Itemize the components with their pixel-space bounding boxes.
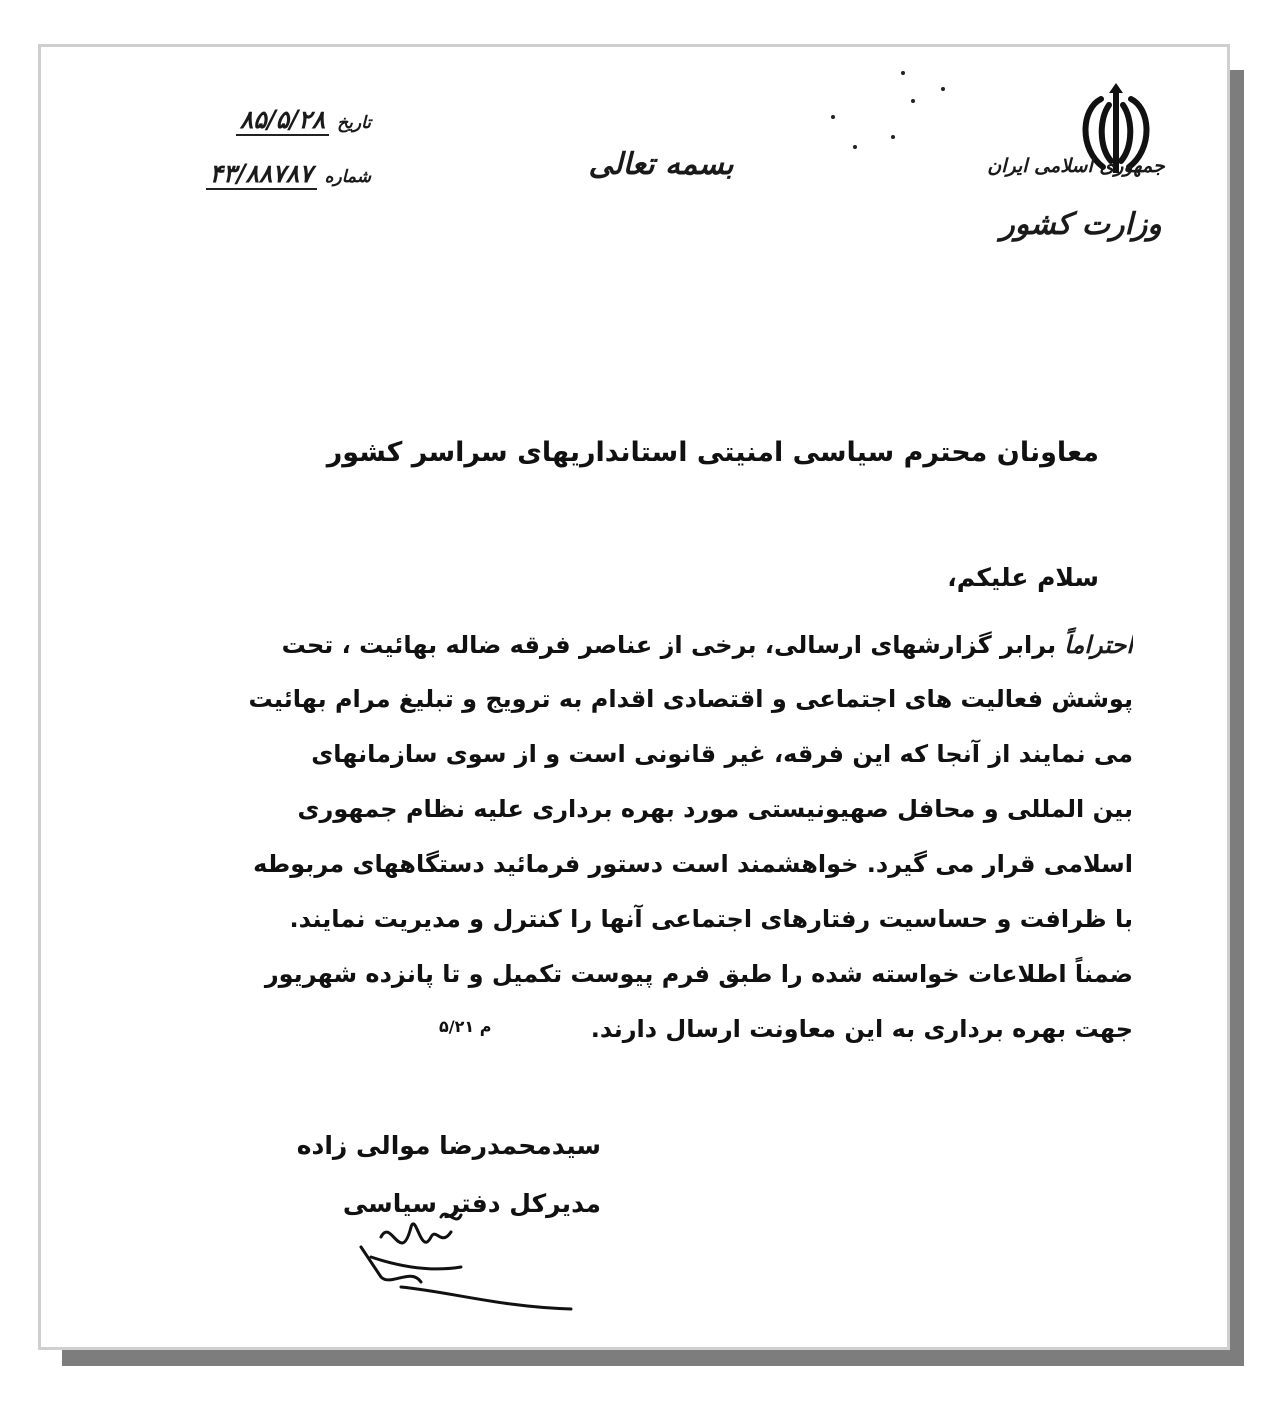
scan-speck	[853, 145, 857, 149]
scan-speck	[831, 115, 835, 119]
body-line: ضمناً اطلاعات خواسته شده را طبق فرم پیوست تکمیل و تا پانزده شهریور	[264, 960, 1133, 988]
scan-speck	[941, 87, 945, 91]
number-value: ۴۳/۸۸۷۸۷	[206, 159, 317, 190]
body-line-text: برابر گزارشهای ارسالی، برخی از عناصر فرقه ضاله بهائیت ، تحت	[281, 631, 1057, 659]
body-line: پوشش فعالیت های اجتماعی و اقتصادی اقدام به ترویج و تبلیغ مرام بهائیت	[248, 685, 1133, 713]
scan-speck	[901, 71, 905, 75]
body-line: بین المللی و محافل صهیونیستی مورد بهره برداری علیه نظام جمهوری	[297, 795, 1133, 823]
addressee-line: معاونان محترم سیاسی امنیتی استانداریهای سراسر کشور	[326, 437, 1099, 468]
number-field	[91, 159, 371, 190]
body-line: جهت بهره برداری به این معاونت ارسال دارند.	[590, 1015, 1133, 1043]
signatory-name: سیدمحمدرضا موالی زاده	[296, 1131, 601, 1160]
salutation: سلام علیکم،	[947, 563, 1099, 592]
date-value: ۸۵/۵/۲۸	[236, 105, 329, 136]
body-line: اسلامی قرار می گیرد. خواهشمند است دستور فرمائید دستگاههای مربوطه	[253, 850, 1133, 878]
body-line: با ظرافت و حساسیت رفتارهای اجتماعی آنها را کنترل و مدیریت نمایند.	[289, 905, 1133, 933]
body-line: می نمایند از آنجا که این فرقه، غیر قانونی است و از سوی سازمانهای	[311, 740, 1133, 768]
body-line	[213, 617, 1133, 672]
ministry-name: وزارت کشور	[1000, 207, 1162, 242]
reference-note: م ۵/۲۱	[439, 1017, 492, 1036]
country-name: جمهوری اسلامی ایران	[987, 155, 1165, 177]
scan-speck	[911, 99, 915, 103]
margin-note: احتراماً	[1064, 630, 1133, 659]
date-label: تاریخ	[337, 113, 371, 133]
scan-speck	[891, 135, 895, 139]
handwritten-signature	[341, 1197, 581, 1327]
number-label: شماره	[324, 167, 371, 187]
letter-body	[213, 617, 1133, 1057]
invocation-calligraphy: بسمه تعالی	[588, 147, 734, 182]
date-field	[91, 105, 371, 136]
signatory-title: مدیرکل دفتر سیاسی	[342, 1189, 601, 1218]
letter-page	[38, 44, 1230, 1350]
